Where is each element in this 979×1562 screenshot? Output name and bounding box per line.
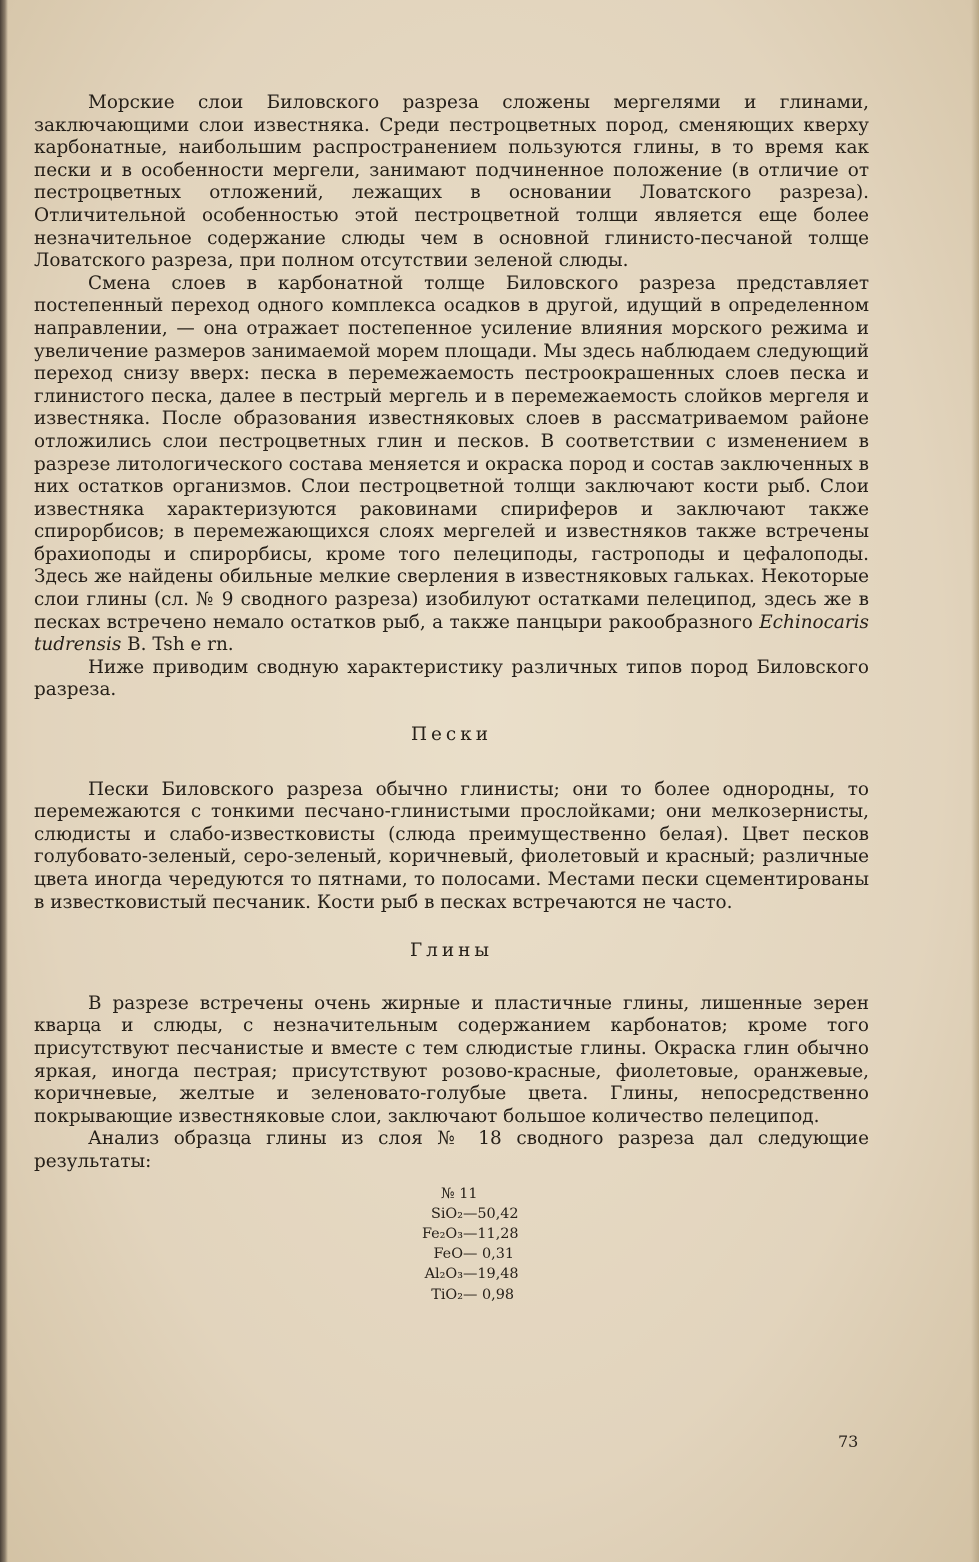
analysis-value: —19,48: [463, 1266, 519, 1283]
analysis-formula: FeO: [433, 1246, 463, 1263]
main-text: [34, 92, 869, 1305]
analysis-row: [411, 1264, 571, 1284]
analysis-formula: Al₂O₃: [424, 1266, 463, 1283]
analysis-formula: TiO₂: [431, 1286, 463, 1303]
analysis-formula: SiO₂: [430, 1205, 463, 1222]
paragraph-analysis-intro: Анализ образца глины из слоя № 18 сводного разреза дал следующие результаты:: [34, 1128, 869, 1172]
page-number: 73: [838, 1432, 859, 1451]
heading-sands: Пески: [411, 724, 492, 746]
analysis-row: [411, 1224, 571, 1244]
species-name: Echinocaris tudrensis: [34, 611, 869, 656]
analysis-formula: Fe₂O₃: [421, 1225, 463, 1242]
species-author: В. Tsh e rn.: [127, 634, 234, 656]
analysis-row: [411, 1285, 571, 1305]
paragraph-carbonate-sequence-text: Смена слоев в карбонатной толще Биловского разреза представляет постепенный переход одного комплекса осадков в другой, идущий в определенном направлении, — она отражает постепенное усиление влияния морского режима и увеличение размеров занимаемой морем площади. Мы здесь наблюдаем следующий переход снизу вверх: песка в перемежаемость пестроокрашенных слоев песка и глинистого песка, далее в пестрый мергель и в перемежаемость слойков мергеля и известняка. После образования известняковых слоев в рассматриваемом районе отложились слои пестроцветных глин и песков. В соответствии с изменением в разрезе литологического состава меняется и окраска пород и состав заключенных в них остатков организмов. Слои пестроцветной толщи заключают кости рыб. Слои известняка характеризуются раковинами спириферов и заключают также спирорбисов; в перемежающихся слоях мергелей и известняков также встречены брахиоподы и спирорбисы, кроме того пелециподы, гастроподы и цефалоподы. Здесь же найдены обильные мелкие сверления в известняковых гальках. Некоторые слои глины (сл. № 9 сводного разреза) изобилуют остатками пелеципод, здесь же в песках встречено немало остатков рыб, а также панцыри ракообразного: [34, 272, 869, 633]
paragraph-marine-layers: Морские слои Биловского разреза сложены мергелями и глинами, заключающими слои известняка. Среди пестроцветных пород, сменяющих кверху карбонатные, наибольшим распространением пользуются глины, в то время как пески и в особенности мергели, занимают подчиненное положение (в отличие от пестроцветных отложений, лежащих в основании Ловатского разреза). Отличительной особенностью этой пестроцветной толщи является еще более незначительное содержание слюды чем в основной глинисто-песчаной толще Ловатского разреза, при полном отсутствии зеленой слюды.: [34, 92, 869, 272]
paragraph-clays: В разрезе встречены очень жирные и пластичные глины, лишенные зерен кварца и слюды, с незначительным содержанием карбонатов; кроме того присутствуют песчанистые и вместе с тем слюдистые глины. Окраска глин обычно яркая, иногда пестрая; присутствуют розово-красные, фиолетовые, оранжевые, коричневые, желтые и зеленовато-голубые цвета. Глины, непосредственно покрывающие известняковые слои, заключают большое количество пелеципод.: [34, 992, 869, 1127]
analysis-sample-number: № 11: [441, 1185, 478, 1202]
analysis-value: — 0,31: [463, 1246, 515, 1263]
paragraph-carbonate-sequence: [34, 273, 869, 657]
paragraph-sands: Пески Биловского разреза обычно глинисты; они то более однородны, то перемежаются с тонкими песчано-глинистыми прослойками; они мелкозернисты, слюдисты и слабо-известковисты (слюда преимущественно белая). Цвет песков голубовато-зеленый, серо-зеленый, коричневый, фиолетовый и красный; различные цвета иногда чередуются то пятнами, то полосами. Местами пески сцементированы в известковистый песчаник. Кости рыб в песках встречаются не часто.: [34, 778, 869, 913]
analysis-value: — 0,98: [463, 1286, 515, 1303]
analysis-row: [411, 1204, 571, 1224]
analysis-value: —50,42: [463, 1205, 519, 1222]
chemical-analysis: [411, 1184, 571, 1305]
analysis-value: —11,28: [463, 1225, 519, 1242]
paragraph-summary-intro: Ниже приводим сводную характеристику различных типов пород Биловского разреза.: [34, 656, 869, 701]
heading-clays: Глины: [409, 940, 493, 962]
analysis-row: [411, 1244, 571, 1264]
